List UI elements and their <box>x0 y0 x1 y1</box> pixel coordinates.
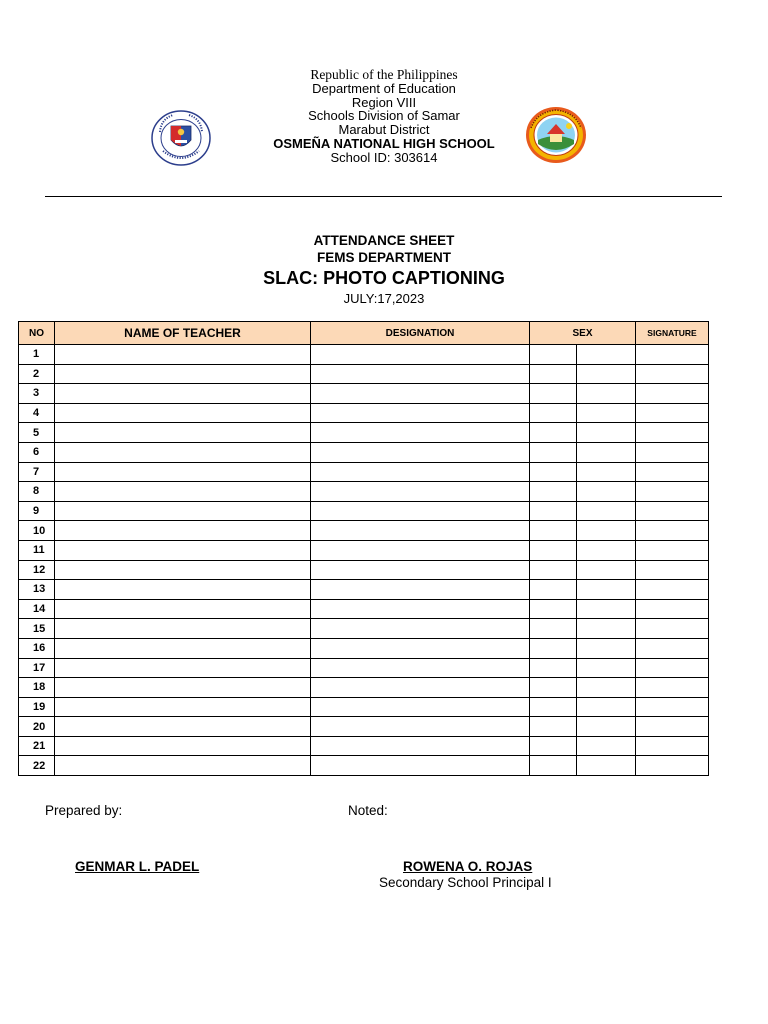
table-row <box>19 560 709 580</box>
name-cell[interactable] <box>55 482 311 502</box>
header-divider <box>45 196 722 197</box>
prepared-by-label: Prepared by: <box>45 803 123 818</box>
district-line: Marabut District <box>338 122 430 138</box>
sex-female-cell[interactable] <box>577 697 636 717</box>
sex-female-cell[interactable] <box>577 384 636 404</box>
designation-cell[interactable] <box>311 736 530 756</box>
name-cell[interactable] <box>55 560 311 580</box>
signature-cell[interactable] <box>636 717 709 737</box>
name-cell[interactable] <box>55 756 311 776</box>
row-number: 9 <box>19 501 55 521</box>
sex-male-cell[interactable] <box>530 560 577 580</box>
row-number: 22 <box>19 756 55 776</box>
school-name: OSMEÑA NATIONAL HIGH SCHOOL <box>273 135 495 151</box>
designation-cell[interactable] <box>311 345 530 365</box>
attendance-table <box>18 321 709 776</box>
name-cell[interactable] <box>55 678 311 698</box>
sex-female-cell[interactable] <box>577 482 636 502</box>
row-number: 5 <box>19 423 55 443</box>
department-line: Department of Education <box>312 80 456 96</box>
sheet-date: JULY:17,2023 <box>343 291 425 306</box>
designation-cell[interactable] <box>311 364 530 384</box>
row-number: 19 <box>19 697 55 717</box>
column-header-designation: DESIGNATION <box>311 322 530 345</box>
table-row <box>19 678 709 698</box>
designation-cell[interactable] <box>311 442 530 462</box>
name-cell[interactable] <box>55 384 311 404</box>
signature-cell[interactable] <box>636 756 709 776</box>
row-number: 16 <box>19 638 55 658</box>
row-number: 11 <box>19 540 55 560</box>
column-header-signature: SIGNATURE <box>636 322 709 345</box>
noter-name: ROWENA O. ROJAS <box>403 859 533 874</box>
sex-female-cell[interactable] <box>577 423 636 443</box>
sex-male-cell[interactable] <box>530 462 577 482</box>
table-row <box>19 345 709 365</box>
table-row <box>19 717 709 737</box>
school-seal-icon <box>525 106 587 164</box>
row-number: 1 <box>19 345 55 365</box>
sex-female-cell[interactable] <box>577 756 636 776</box>
table-row <box>19 521 709 541</box>
row-number: 21 <box>19 736 55 756</box>
row-number: 12 <box>19 560 55 580</box>
noter-title: Secondary School Principal I <box>379 875 552 890</box>
name-cell[interactable] <box>55 580 311 600</box>
signature-cell[interactable] <box>636 501 709 521</box>
signature-cell[interactable] <box>636 580 709 600</box>
designation-cell[interactable] <box>311 521 530 541</box>
signature-cell[interactable] <box>636 423 709 443</box>
table-row <box>19 364 709 384</box>
sex-female-cell[interactable] <box>577 345 636 365</box>
name-cell[interactable] <box>55 599 311 619</box>
table-row <box>19 442 709 462</box>
name-cell[interactable] <box>55 619 311 639</box>
sex-male-cell[interactable] <box>530 423 577 443</box>
name-cell[interactable] <box>55 423 311 443</box>
signature-cell[interactable] <box>636 678 709 698</box>
name-cell[interactable] <box>55 697 311 717</box>
table-row <box>19 540 709 560</box>
table-row <box>19 580 709 600</box>
sheet-titles <box>0 232 768 308</box>
noted-label: Noted: <box>348 803 388 818</box>
table-row <box>19 501 709 521</box>
designation-cell[interactable] <box>311 638 530 658</box>
designation-cell[interactable] <box>311 756 530 776</box>
sex-female-cell[interactable] <box>577 736 636 756</box>
sex-male-cell[interactable] <box>530 442 577 462</box>
sex-female-cell[interactable] <box>577 599 636 619</box>
sex-male-cell[interactable] <box>530 658 577 678</box>
designation-cell[interactable] <box>311 658 530 678</box>
sex-male-cell[interactable] <box>530 599 577 619</box>
name-cell[interactable] <box>55 540 311 560</box>
signature-cell[interactable] <box>636 619 709 639</box>
deped-seal-icon <box>151 110 211 166</box>
row-number: 14 <box>19 599 55 619</box>
table-row <box>19 638 709 658</box>
sex-female-cell[interactable] <box>577 442 636 462</box>
activity-title: SLAC: PHOTO CAPTIONING <box>263 268 505 288</box>
sex-male-cell[interactable] <box>530 482 577 502</box>
column-header-no: NO <box>19 322 55 345</box>
sex-male-cell[interactable] <box>530 638 577 658</box>
row-number: 17 <box>19 658 55 678</box>
sex-male-cell[interactable] <box>530 697 577 717</box>
designation-cell[interactable] <box>311 717 530 737</box>
row-number: 20 <box>19 717 55 737</box>
signature-cell[interactable] <box>636 364 709 384</box>
row-number: 13 <box>19 580 55 600</box>
sheet-title: ATTENDANCE SHEET <box>313 233 455 248</box>
sex-male-cell[interactable] <box>530 580 577 600</box>
signature-cell[interactable] <box>636 384 709 404</box>
region-line: Region VIII <box>351 94 417 110</box>
row-number: 18 <box>19 678 55 698</box>
designation-cell[interactable] <box>311 462 530 482</box>
table-row <box>19 697 709 717</box>
row-number: 4 <box>19 403 55 423</box>
designation-cell[interactable] <box>311 384 530 404</box>
sex-female-cell[interactable] <box>577 462 636 482</box>
name-cell[interactable] <box>55 521 311 541</box>
designation-cell[interactable] <box>311 482 530 502</box>
sex-female-cell[interactable] <box>577 678 636 698</box>
table-row <box>19 658 709 678</box>
column-header-name: NAME OF TEACHER <box>55 322 311 345</box>
table-row <box>19 599 709 619</box>
sex-male-cell[interactable] <box>530 756 577 776</box>
name-cell[interactable] <box>55 462 311 482</box>
row-number: 8 <box>19 482 55 502</box>
sex-female-cell[interactable] <box>577 619 636 639</box>
row-number: 10 <box>19 521 55 541</box>
signature-cell[interactable] <box>636 638 709 658</box>
table-row <box>19 403 709 423</box>
name-cell[interactable] <box>55 403 311 423</box>
sex-female-cell[interactable] <box>577 521 636 541</box>
name-cell[interactable] <box>55 638 311 658</box>
designation-cell[interactable] <box>311 580 530 600</box>
name-cell[interactable] <box>55 736 311 756</box>
sex-male-cell[interactable] <box>530 619 577 639</box>
table-row <box>19 423 709 443</box>
letterhead <box>0 68 768 165</box>
designation-cell[interactable] <box>311 599 530 619</box>
designation-cell[interactable] <box>311 423 530 443</box>
table-row <box>19 462 709 482</box>
division-line: Schools Division of Samar <box>308 108 460 124</box>
table-body <box>19 345 709 776</box>
sex-male-cell[interactable] <box>530 384 577 404</box>
sex-female-cell[interactable] <box>577 501 636 521</box>
signature-cell[interactable] <box>636 599 709 619</box>
sex-female-cell[interactable] <box>577 658 636 678</box>
signature-cell[interactable] <box>636 345 709 365</box>
signature-cell[interactable] <box>636 462 709 482</box>
signature-cell[interactable] <box>636 736 709 756</box>
signature-cell[interactable] <box>636 658 709 678</box>
table-row <box>19 482 709 502</box>
row-number: 15 <box>19 619 55 639</box>
republic-line: Republic of the Philippines <box>310 67 458 82</box>
designation-cell[interactable] <box>311 540 530 560</box>
sex-male-cell[interactable] <box>530 717 577 737</box>
sex-male-cell[interactable] <box>530 364 577 384</box>
table-row <box>19 736 709 756</box>
sex-female-cell[interactable] <box>577 638 636 658</box>
signature-cell[interactable] <box>636 403 709 423</box>
name-cell[interactable] <box>55 501 311 521</box>
school-id: School ID: 303614 <box>330 149 438 165</box>
preparer-name: GENMAR L. PADEL <box>75 859 200 874</box>
sex-male-cell[interactable] <box>530 501 577 521</box>
table-row <box>19 384 709 404</box>
name-cell[interactable] <box>55 345 311 365</box>
signature-cell[interactable] <box>636 697 709 717</box>
sex-female-cell[interactable] <box>577 580 636 600</box>
designation-cell[interactable] <box>311 678 530 698</box>
sex-female-cell[interactable] <box>577 364 636 384</box>
table-row <box>19 756 709 776</box>
designation-cell[interactable] <box>311 697 530 717</box>
name-cell[interactable] <box>55 658 311 678</box>
sex-male-cell[interactable] <box>530 521 577 541</box>
table-row <box>19 619 709 639</box>
name-cell[interactable] <box>55 442 311 462</box>
department-title: FEMS DEPARTMENT <box>317 250 451 265</box>
name-cell[interactable] <box>55 364 311 384</box>
sex-male-cell[interactable] <box>530 345 577 365</box>
signature-cell[interactable] <box>636 442 709 462</box>
column-header-sex: SEX <box>530 322 636 345</box>
sex-female-cell[interactable] <box>577 717 636 737</box>
sex-male-cell[interactable] <box>530 678 577 698</box>
signature-cell[interactable] <box>636 560 709 580</box>
signature-cell[interactable] <box>636 521 709 541</box>
row-number: 2 <box>19 364 55 384</box>
row-number: 6 <box>19 442 55 462</box>
row-number: 7 <box>19 462 55 482</box>
signature-cell[interactable] <box>636 540 709 560</box>
designation-cell[interactable] <box>311 403 530 423</box>
sex-male-cell[interactable] <box>530 403 577 423</box>
designation-cell[interactable] <box>311 560 530 580</box>
sex-male-cell[interactable] <box>530 540 577 560</box>
designation-cell[interactable] <box>311 619 530 639</box>
sex-female-cell[interactable] <box>577 540 636 560</box>
table-header-row <box>19 322 709 345</box>
name-cell[interactable] <box>55 717 311 737</box>
sex-female-cell[interactable] <box>577 403 636 423</box>
sex-male-cell[interactable] <box>530 736 577 756</box>
sex-female-cell[interactable] <box>577 560 636 580</box>
signature-cell[interactable] <box>636 482 709 502</box>
designation-cell[interactable] <box>311 501 530 521</box>
row-number: 3 <box>19 384 55 404</box>
